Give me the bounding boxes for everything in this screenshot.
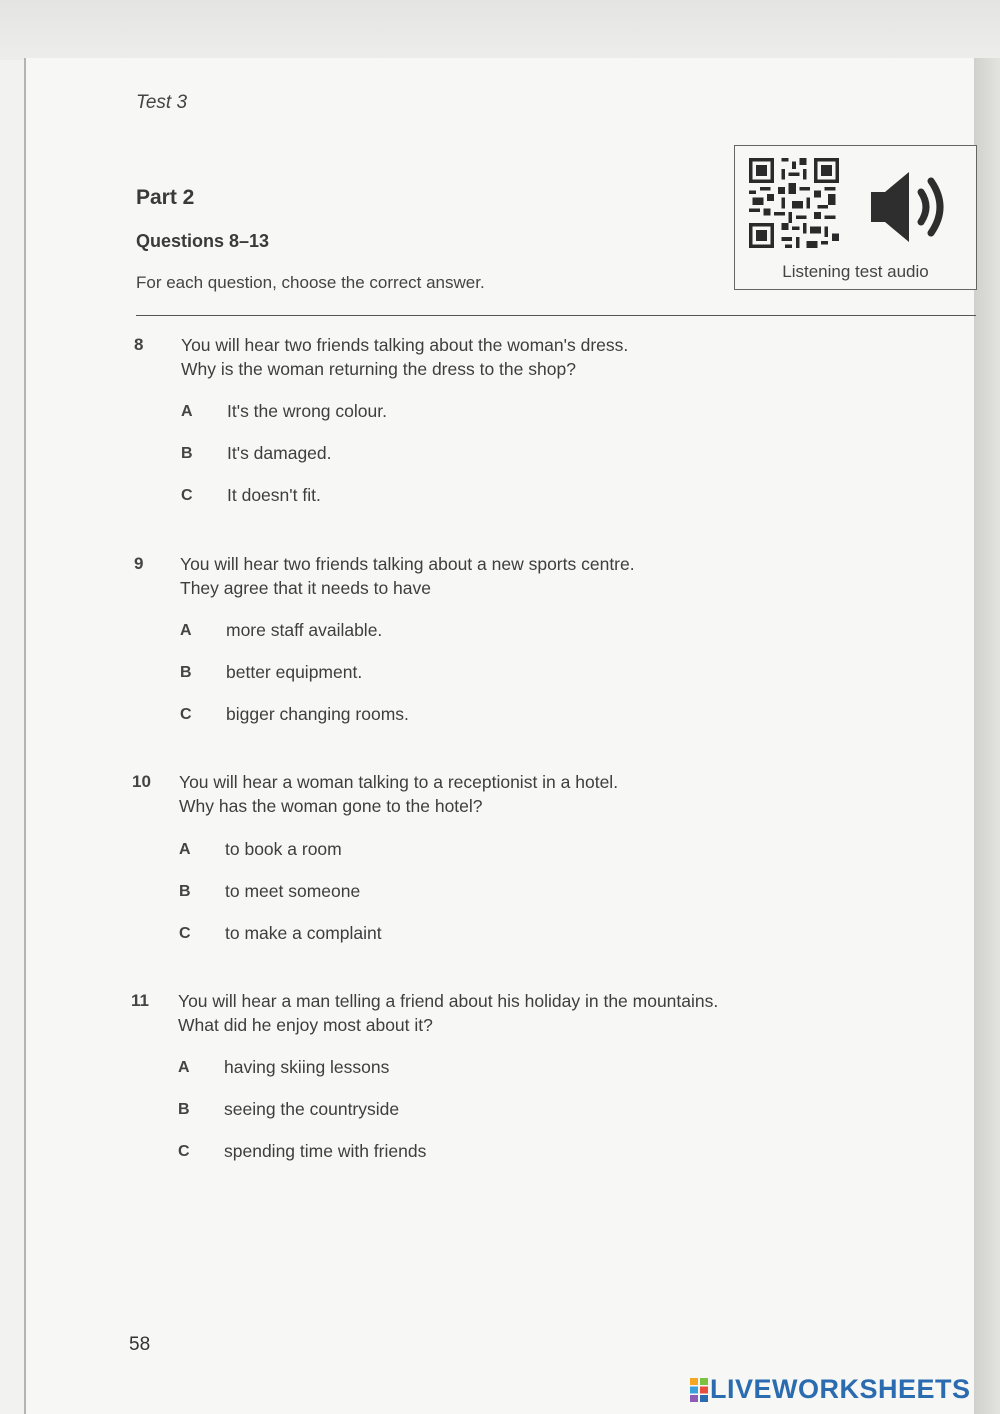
question-number: 11 [131, 991, 149, 1010]
option-text[interactable]: seeing the countryside [224, 1099, 400, 1119]
qr-code-icon[interactable] [749, 158, 839, 248]
option-letter[interactable]: C [179, 925, 191, 942]
option-text[interactable]: better equipment. [226, 662, 363, 682]
option-text[interactable]: It's damaged. [227, 443, 332, 463]
option-letter[interactable]: A [179, 841, 191, 858]
question-stem: You will hear two friends talking about the woman's dress. [181, 335, 629, 355]
question-stem: You will hear a man telling a friend about his holiday in the mountains. [178, 991, 719, 1011]
question-stem: You will hear a woman talking to a receptionist in a hotel. [179, 772, 619, 792]
option-letter[interactable]: B [181, 445, 193, 462]
liveworksheets-mark-icon [690, 1378, 708, 1402]
option-text[interactable]: to make a complaint [225, 923, 382, 943]
page-number: 58 [129, 1334, 151, 1355]
option-text[interactable]: bigger changing rooms. [226, 704, 409, 724]
option-text[interactable]: spending time with friends [224, 1141, 427, 1161]
question-prompt: They agree that it needs to have [180, 578, 431, 598]
option-text[interactable]: It's the wrong colour. [227, 401, 387, 421]
option-text[interactable]: having skiing lessons [224, 1057, 390, 1077]
section-divider [136, 315, 976, 316]
questions-range: Questions 8–13 [136, 231, 270, 251]
question-prompt: What did he enjoy most about it? [178, 1015, 433, 1035]
scan-top-strip [0, 0, 1000, 60]
audio-caption: Listening test audio [782, 262, 929, 281]
option-text[interactable]: to book a room [225, 839, 342, 859]
option-letter[interactable]: B [179, 883, 191, 900]
instructions: For each question, choose the correct answer. [136, 273, 485, 292]
option-letter[interactable]: A [181, 403, 193, 420]
option-letter[interactable]: B [180, 664, 192, 681]
option-text[interactable]: to meet someone [225, 881, 361, 901]
watermark-text: LIVEWORKSHEETS [710, 1374, 971, 1404]
question-number: 10 [132, 772, 151, 791]
question-number: 8 [134, 335, 144, 354]
test-label: Test 3 [136, 92, 188, 113]
speaker-icon[interactable] [869, 168, 951, 246]
option-letter[interactable]: A [180, 622, 192, 639]
listening-audio-box[interactable] [734, 145, 977, 290]
question-number: 9 [134, 554, 144, 573]
page-right-edge [974, 58, 1000, 1414]
option-letter[interactable]: C [180, 706, 192, 723]
question-prompt: Why is the woman returning the dress to the shop? [181, 359, 576, 379]
option-letter[interactable]: B [178, 1101, 190, 1118]
option-text[interactable]: more staff available. [226, 620, 383, 640]
option-text[interactable]: It doesn't fit. [227, 485, 321, 505]
option-letter[interactable]: C [181, 487, 193, 504]
option-letter[interactable]: C [178, 1143, 190, 1160]
question-prompt: Why has the woman gone to the hotel? [179, 796, 483, 816]
question-stem: You will hear two friends talking about a new sports centre. [180, 554, 635, 574]
option-letter[interactable]: A [178, 1059, 190, 1076]
part-title: Part 2 [136, 186, 195, 209]
